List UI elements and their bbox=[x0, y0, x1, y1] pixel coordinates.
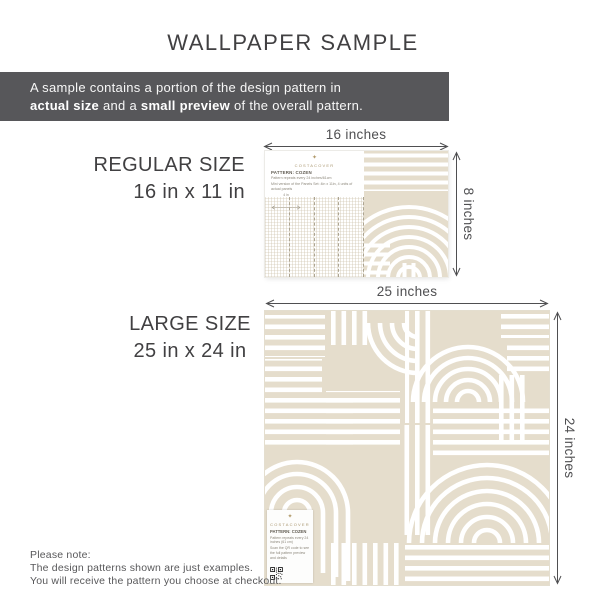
pattern-info-line: Mini version of the Panels Set: 4in x 11in, 4 units of actual panels bbox=[271, 182, 353, 191]
dotted-divider bbox=[314, 197, 315, 277]
footer-note bbox=[30, 549, 282, 588]
sample-card-large bbox=[265, 311, 549, 585]
large-size-label-block bbox=[100, 311, 280, 365]
large-size-dimensions: 25 in x 24 in bbox=[133, 340, 247, 362]
mini-measure-label: 4 in bbox=[283, 193, 289, 198]
regular-sample-info-pane bbox=[265, 151, 364, 277]
banner-line1: A sample contains a portion of the design pattern in bbox=[30, 80, 342, 95]
regular-height-arrow-icon bbox=[452, 151, 461, 277]
banner-bold-small-preview: small preview bbox=[140, 98, 231, 113]
info-banner bbox=[0, 72, 449, 121]
banner-post: of the overall pattern. bbox=[230, 98, 364, 113]
banner-text bbox=[0, 72, 449, 115]
pattern-title: PATTERN: COZEN bbox=[270, 529, 307, 534]
dotted-divider bbox=[289, 197, 290, 277]
regular-size-title: REGULAR SIZE bbox=[93, 154, 245, 176]
tag-header bbox=[270, 513, 310, 527]
banner-mid: and a bbox=[99, 98, 141, 113]
actual-size-pattern-regular bbox=[364, 151, 448, 277]
pattern-preview-small bbox=[265, 197, 364, 277]
pattern-info-para: Pattern repeats every 24 inches (61 cm) bbox=[270, 535, 309, 545]
page-title: WALLPAPER SAMPLE bbox=[167, 30, 419, 55]
regular-card-header bbox=[265, 151, 364, 168]
regular-width-arrow-icon bbox=[263, 142, 449, 151]
note-heading: Please note: bbox=[30, 549, 91, 561]
brand-name: COSTACOVER bbox=[294, 163, 335, 168]
brand-logo-icon: ✦ bbox=[311, 155, 318, 161]
pattern-title: PATTERN: COZEN bbox=[271, 170, 312, 175]
brand-name: COSTACOVER bbox=[270, 522, 310, 527]
large-size-title: LARGE SIZE bbox=[129, 313, 251, 335]
pattern-info-para: Scan the QR code to see the full pattern preview and details bbox=[270, 546, 310, 560]
pattern-info-line: Pattern repeats every 24 inches/61cm bbox=[271, 176, 332, 181]
large-width-dimension-label: 25 inches bbox=[376, 284, 438, 299]
regular-height-dimension-label: 8 inches bbox=[461, 187, 476, 241]
large-height-dimension-label: 24 inches bbox=[562, 417, 577, 479]
large-height-arrow-icon bbox=[553, 311, 562, 585]
banner-bold-actual-size: actual size bbox=[30, 98, 100, 113]
note-line: The design patterns shown are just examples. bbox=[30, 562, 253, 574]
dotted-divider bbox=[338, 197, 339, 277]
regular-size-label-block bbox=[55, 152, 245, 206]
note-line: You will receive the pattern you choose at checkout. bbox=[30, 575, 282, 587]
regular-pattern-info bbox=[265, 168, 364, 191]
brand-logo-icon: ✦ bbox=[287, 514, 293, 520]
regular-size-dimensions: 16 in x 11 in bbox=[133, 181, 245, 203]
large-width-arrow-icon bbox=[265, 299, 549, 308]
sample-card-regular bbox=[265, 151, 448, 277]
regular-width-dimension-label: 16 inches bbox=[325, 127, 387, 142]
